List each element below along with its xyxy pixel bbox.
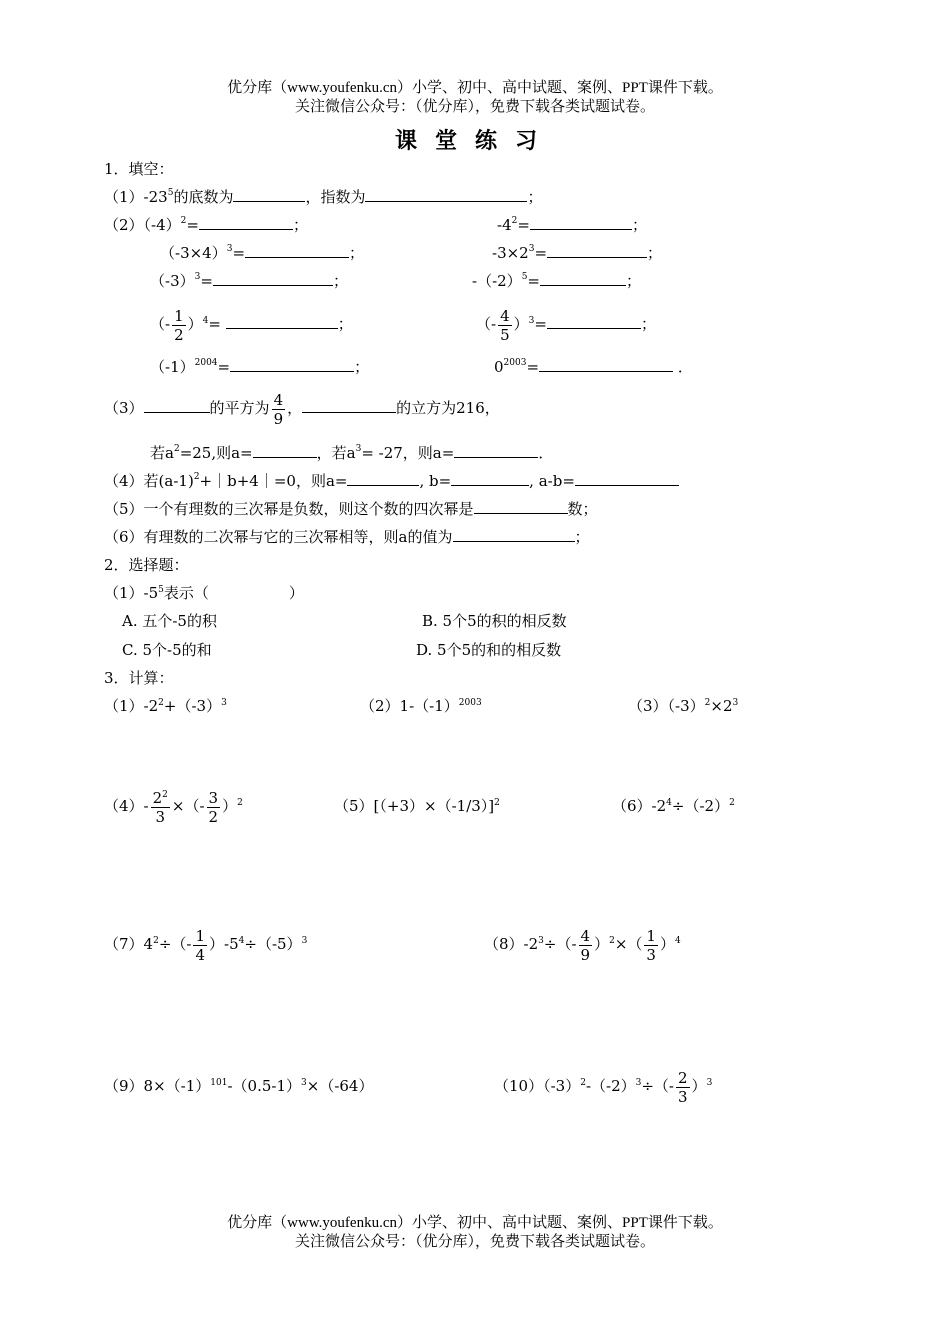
answer-blank[interactable] [474, 498, 568, 514]
answer-blank[interactable] [230, 356, 354, 372]
calc-9: $(9)8\times(-1)^{101}-(0.5-1)^3\times(-64)$ [104, 1077, 374, 1095]
choice-question: $(1)-5^5$表示（ ） [104, 584, 304, 602]
q6-fill: （6）有理数的二次幂与它的三次幂相等，则a的值为 ； [104, 528, 590, 546]
calc-4: （4）- $\frac{2^2}{3}$ ×（- $\frac{3}{2}$ ）$^2$ [104, 788, 243, 826]
answer-blank[interactable] [451, 470, 529, 486]
calc-2: $(2)1-(-1)^{2003}$ [360, 697, 482, 715]
calc-6: $(6)-2^4\div(-2)^2$ [612, 797, 735, 815]
section2-heading: 2．选择题： [104, 556, 189, 574]
q2-h: （- $\frac{4}{5}$ ）$^3$= ； [476, 306, 656, 344]
q4-fill: （4）若$(a-1)^2+|b+4|=0$，则a= , b= , a-b= [104, 470, 679, 491]
calc-8: $(8)-2^3\div(-$ $\frac{4}{9}$ ）$^2$×（ $\frac{1}{3}$ ）$^4$ [484, 926, 681, 964]
answer-blank[interactable] [213, 270, 333, 286]
answer-blank[interactable] [365, 186, 527, 202]
answer-blank[interactable] [540, 270, 626, 286]
q1-fill: $(1)-23^5$的底数为 ，指数为 ； [104, 188, 543, 206]
fraction: $\frac{4}{9}$ [580, 926, 591, 964]
answer-blank[interactable] [199, 214, 293, 230]
fraction: $\frac{1}{4}$ [195, 926, 206, 964]
q2-b: $-4^2=$ ； [497, 216, 647, 234]
fraction: $\frac{2}{3}$ [678, 1068, 688, 1106]
q3-fill: （3） 的平方为 $\frac{4}{9}$ ， 的立方为216， [104, 390, 500, 428]
answer-blank[interactable] [245, 242, 349, 258]
q2-f: $-(-2)^5=$ ； [472, 272, 642, 290]
answer-blank[interactable] [454, 442, 538, 458]
page-title: 课堂练习 [394, 128, 555, 154]
answer-blank[interactable] [144, 397, 210, 413]
q2-i: $(-1)^{2004}=$ ； [150, 358, 370, 376]
answer-blank[interactable] [547, 313, 641, 329]
section1-heading: 1．填空： [104, 160, 174, 178]
q2-e: $(-3)^3=$ ； [150, 272, 348, 290]
answer-blank[interactable] [530, 214, 632, 230]
answer-blank[interactable] [253, 442, 317, 458]
calc-10: $(10)(-3)^2-(-2)^3\div(-$ $\frac{2}{3}$ ）$^3$ [494, 1068, 713, 1106]
answer-blank[interactable] [575, 470, 679, 486]
q2-d: $-3\times 2^3=$ ； [492, 244, 663, 262]
answer-blank[interactable] [226, 313, 338, 329]
calc-5: $(5)[(+3)\times(-1/3)]^2$ [334, 797, 500, 815]
fraction: $\frac{4}{9}$ [273, 390, 284, 428]
answer-blank[interactable] [539, 356, 673, 372]
footer-line-1: 优分库（www.youfenku.cn）小学、初中、高中试题、案例、PPT课件下载。 [227, 1215, 723, 1231]
header-line-2: 关注微信公众号：（优分库），免费下载各类试题试卷。 [294, 99, 655, 115]
header-line-1: 优分库（www.youfenku.cn）小学、初中、高中试题、案例、PPT课件下载。 [227, 80, 723, 96]
fraction: $\frac{1}{2}$ [174, 306, 184, 344]
fraction: $\frac{3}{2}$ [208, 788, 219, 826]
q2-j: $0^{2003}=$ ． [494, 358, 693, 376]
fraction: $\frac{2^2}{3}$ [152, 788, 168, 826]
answer-blank[interactable] [453, 526, 575, 542]
q2-g: （- $\frac{1}{2}$ ）$^4$= ； [150, 306, 353, 344]
option-b[interactable]: B. 5个5的积的相反数 [422, 612, 567, 630]
answer-blank[interactable] [233, 186, 305, 202]
calc-7: $(7)4^2\div(-$ $\frac{1}{4}$ ）$-5^4\div(-5)^3$ [104, 926, 308, 964]
fraction: $\frac{1}{3}$ [646, 926, 656, 964]
q2-c: $(-3\times 4)^3=$ ； [160, 244, 365, 262]
q5-fill: （5）一个有理数的三次幂是负数，则这个数的四次幂是 数； [104, 500, 598, 518]
q2-a: $(2)(-4)^2=$ ； [104, 216, 308, 234]
answer-blank[interactable] [347, 470, 419, 486]
fraction: $\frac{4}{5}$ [500, 306, 510, 344]
option-a[interactable]: A. 五个-5的积 [122, 612, 217, 630]
calc-3: $(3)(-3)^2\times 2^3$ [628, 697, 739, 715]
calc-1: $(1)-2^2+(-3)^3$ [104, 697, 227, 715]
answer-blank[interactable] [302, 397, 396, 413]
section3-heading: 3．计算： [104, 669, 174, 687]
q3-fill-2: 若$a^2=25$,则a= ，若$a^3= -27$，则a= ． [150, 444, 554, 462]
footer-line-2: 关注微信公众号：（优分库），免费下载各类试题试卷。 [294, 1234, 655, 1250]
option-c[interactable]: C. 5个-5的和 [122, 641, 212, 659]
answer-blank[interactable] [547, 242, 647, 258]
option-d[interactable]: D. 5个5的和的相反数 [416, 641, 562, 659]
